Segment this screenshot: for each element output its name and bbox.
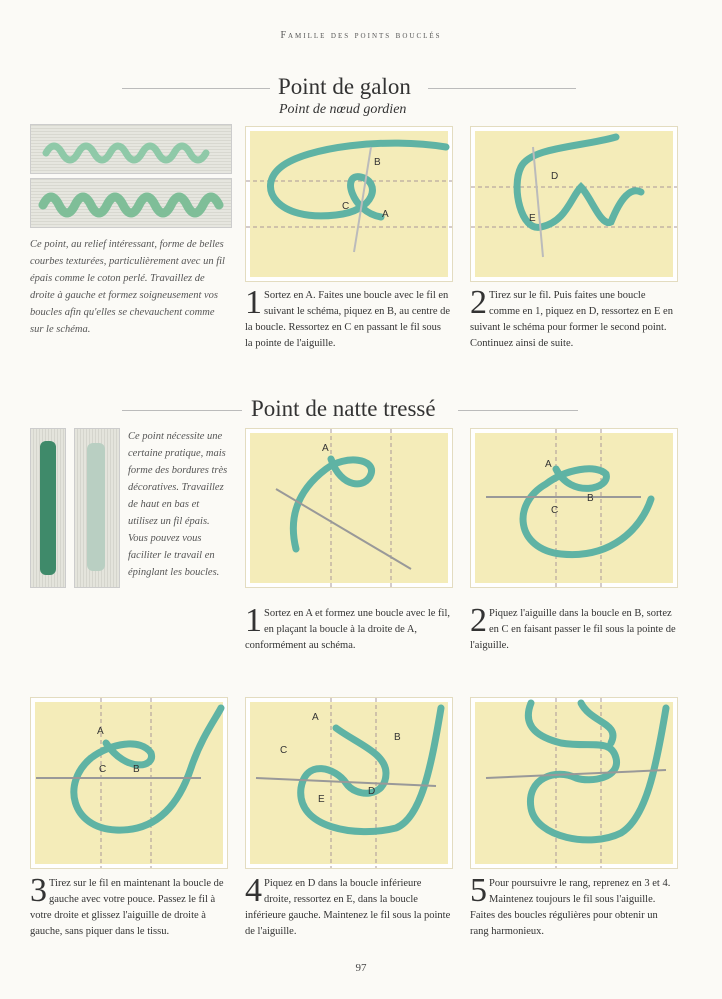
sample-stitch-3 [31, 429, 65, 587]
section2-intro: Ce point nécessite une certaine pratique, mais forme des bordures très décoratives. Travaillez de haut en bas et utilisez un fil épais. Vous pouvez vous faciliter le travail en épinglant les boucles. [128, 431, 228, 578]
s1-step1-body: Sortez en A. Faites une boucle avec le fil en suivant le schéma, piquez en B, au centre de la boucle. Ressortez en C en passant le fil sous la pointe de l'aiguille. [245, 290, 451, 349]
svg-text:C: C [551, 505, 559, 516]
svg-text:A: A [312, 712, 319, 723]
svg-text:D: D [368, 786, 376, 797]
diagram-s1-step1 [245, 126, 453, 282]
svg-text:C: C [99, 764, 107, 775]
svg-text:A: A [382, 209, 389, 220]
svg-text:B: B [374, 157, 381, 168]
page-number: 97 [355, 962, 367, 974]
svg-text:E: E [529, 213, 536, 224]
svg-text:A: A [322, 443, 329, 454]
s2-step3-text [30, 872, 226, 940]
svg-text:B: B [394, 732, 401, 743]
svg-text:C: C [342, 201, 350, 212]
s2-step3-body: Tirez sur le fil en maintenant la boucle de gauche avec votre pouce. Passez le fil à votre droite et glissez l'aiguille de droite à gauche, sans piquer dans le tissu. [30, 878, 224, 937]
diagram-s2-step4 [245, 697, 453, 869]
section1-title: Point de galon [278, 74, 411, 99]
title-rule-left [122, 88, 270, 89]
diagram-s2-step5 [470, 697, 678, 869]
s1-step2-number: 2 [470, 284, 487, 321]
sample-swatch-4 [74, 428, 120, 588]
s2-step4-text [245, 872, 451, 940]
s1-step1-text [245, 284, 451, 352]
s2-step1-text [245, 602, 451, 654]
title-rule-right [428, 88, 576, 89]
s2-step5-body: Pour poursuivre le rang, reprenez en 3 et 4. Maintenez toujours le fil sous l'aiguille. Faites des boucles régulières pour obtenir un rang harmonieux. [470, 878, 671, 937]
s2-step5-text [470, 872, 676, 940]
s1-step2-body: Tirez sur le fil. Puis faites une boucle comme en 1, piquez en D, ressortez en E en suivant le schéma pour former le second point. Continuez ainsi de suite. [470, 290, 673, 349]
title2-rule-left [122, 410, 242, 411]
s2-step4-body: Piquez en D dans la boucle inférieure droite, ressortez en E, dans la boucle inférieure gauche. Maintenez le fil sous la pointe de l'aiguille. [245, 878, 451, 937]
sample-stitch-1 [31, 125, 231, 173]
s2-step3-number: 3 [30, 872, 47, 909]
diagram-s2-step3 [30, 697, 228, 869]
diagram-s1-step2 [470, 126, 678, 282]
sample-swatch-1 [30, 124, 232, 174]
sample-swatch-3 [30, 428, 66, 588]
s2-step5-number: 5 [470, 872, 487, 909]
sample-stitch-2 [31, 179, 231, 227]
section1-subtitle: Point de nœud gordien [279, 102, 407, 117]
running-header: Famille des points bouclés [280, 30, 442, 41]
svg-text:B: B [133, 764, 140, 775]
sample-stitch-4 [75, 429, 119, 587]
s2-step2-text [470, 602, 676, 654]
svg-text:C: C [280, 745, 288, 756]
s2-step2-body: Piquez l'aiguille dans la boucle en B, sortez en C en faisant passer le fil sous la pointe de l'aiguille. [470, 608, 676, 651]
svg-text:A: A [545, 459, 552, 470]
diagram-s2-step2 [470, 428, 678, 588]
svg-text:A: A [97, 726, 104, 737]
s1-step2-text [470, 284, 676, 352]
diagram-s2-step1 [245, 428, 453, 588]
section2-title: Point de natte tressé [251, 396, 436, 421]
s1-step1-number: 1 [245, 284, 262, 321]
title2-rule-right [458, 410, 578, 411]
svg-text:E: E [318, 794, 325, 805]
svg-text:D: D [551, 171, 559, 182]
sample-swatch-2 [30, 178, 232, 228]
s2-step1-number: 1 [245, 602, 262, 639]
section1-intro: Ce point, au relief intéressant, forme de belles courbes texturées, particulièrement avec un fil épais comme le coton perlé. Travaillez de droite à gauche et formez soigneusement vos boucles afin qu'elles se chevauchent comme sur le schéma. [30, 239, 225, 335]
svg-text:B: B [587, 493, 594, 504]
s2-step4-number: 4 [245, 872, 262, 909]
s2-step1-body: Sortez en A et formez une boucle avec le fil, en plaçant la boucle à la droite de A, conformément au schéma. [245, 608, 451, 651]
s2-step2-number: 2 [470, 602, 487, 639]
